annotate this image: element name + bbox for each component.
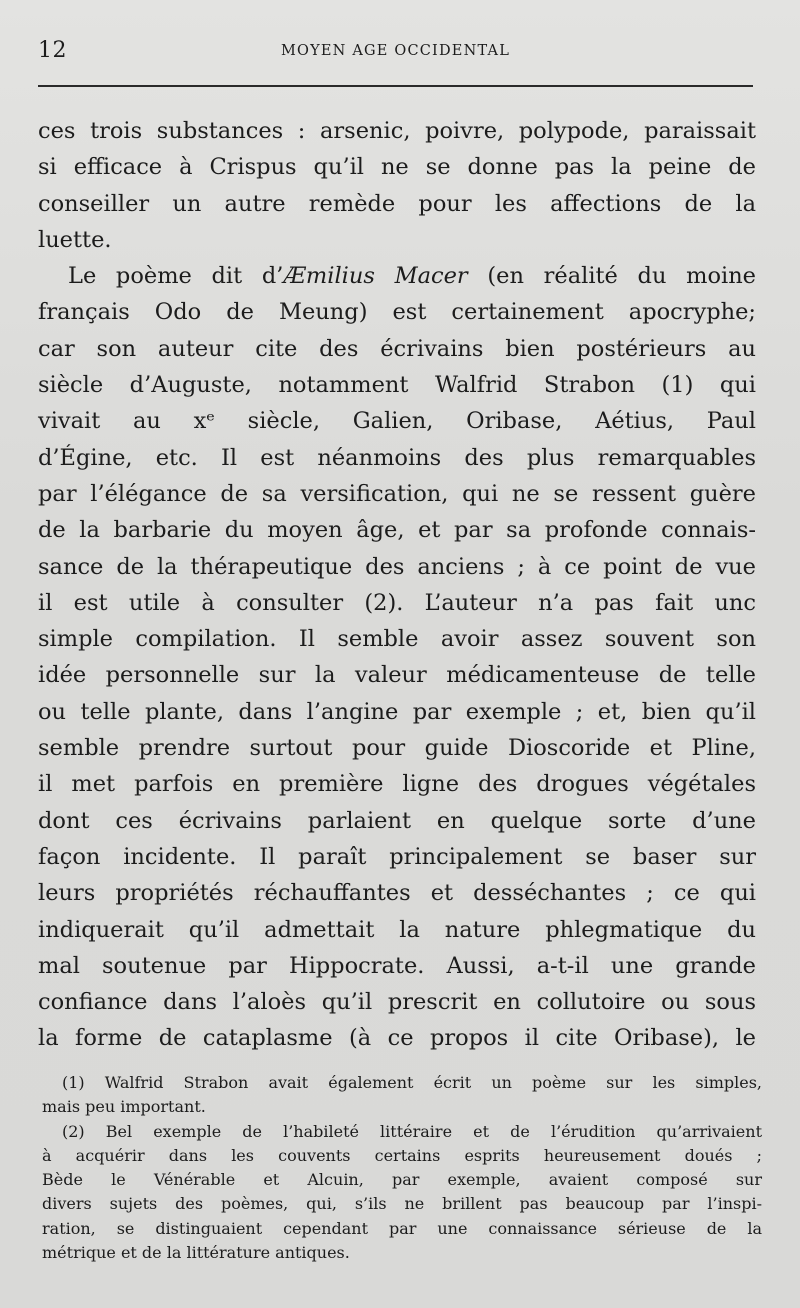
footnotes <box>42 1071 762 1265</box>
text-line <box>38 258 756 294</box>
text-line: siècle d’Auguste, notamment Walfrid Strabon (1) qui <box>38 372 756 399</box>
text-line: semble prendre surtout pour guide Dioscoride et Pline, <box>38 735 756 762</box>
text-line: de la barbarie du moyen âge, et par sa profonde connais- <box>38 517 756 544</box>
footnote-line: (1) Walfrid Strabon avait également écrit un poème sur les simples, <box>62 1073 762 1092</box>
text-line: il est utile à consulter (2). L’auteur n’a pas fait unc <box>38 589 756 616</box>
text-line: la forme de cataplasme (à ce propos il cite Oribase), le <box>38 1025 756 1052</box>
footnote-line: Bède le Vénérable et Alcuin, par exemple, avaient composé sur <box>42 1170 762 1190</box>
text-line: vivait au xᵉ siècle, Galien, Oribase, Aétius, Paul <box>38 408 756 435</box>
text-line: simple compilation. Il semble avoir assez souvent son <box>38 626 756 653</box>
text-line: français Odo de Meung) est certainement apocryphe; <box>38 299 756 326</box>
text-segment: (en réalité du moine <box>467 263 757 290</box>
footnote-line: ration, se distinguaient cependant par une connaissance sérieuse de la <box>42 1218 762 1238</box>
text-line: par l’élégance de sa versification, qui ne se ressent guère <box>38 480 756 507</box>
text-line: conseiller un autre remède pour les affections de la <box>38 190 756 217</box>
text-line: ou telle plante, dans l’angine par exemple ; et, bien qu’il <box>38 698 756 725</box>
text-line: luette. <box>38 226 112 253</box>
main-text <box>38 113 756 1057</box>
running-head: MOYEN AGE OCCIDENTAL <box>280 43 511 59</box>
page-header <box>38 38 753 68</box>
text-line: il met parfois en première ligne des drogues végétales <box>38 771 756 798</box>
text-line: leurs propriétés réchauffantes et desséchantes ; ce qui <box>38 880 756 907</box>
text-line: dont ces écrivains parlaient en quelque sorte d’une <box>38 807 756 834</box>
footnote-line: divers sujets des poèmes, qui, s’ils ne brillent pas beaucoup par l’inspi- <box>42 1194 762 1214</box>
text-line: idée personnelle sur la valeur médicamenteuse de telle <box>38 662 756 689</box>
text-line: façon incidente. Il paraît principalement se baser sur <box>38 843 756 870</box>
text-line: d’Égine, etc. Il est néanmoins des plus remarquables <box>38 444 756 471</box>
text-line: indiquerait qu’il admettait la nature phlegmatique du <box>38 916 756 943</box>
text-segment: Le poème dit d’ <box>68 263 284 290</box>
footnote-line: métrique et de la littérature antiques. <box>42 1243 350 1263</box>
page-number: 12 <box>38 38 67 63</box>
footnote-line: (2) Bel exemple de l’habileté littéraire et de l’érudition qu’arrivaient <box>62 1121 762 1141</box>
text-line: confiance dans l’aloès qu’il prescrit en collutoire ou sous <box>38 989 756 1016</box>
text-line: mal soutenue par Hippocrate. Aussi, a-t-il une grande <box>38 952 756 979</box>
italic-title: Æmilius Macer <box>283 263 468 290</box>
text-line: ces trois substances : arsenic, poivre, polypode, paraissait <box>38 118 756 144</box>
text-line: car son auteur cite des écrivains bien postérieurs au <box>38 335 756 362</box>
text-line: si efficace à Crispus qu’il ne se donne pas la peine de <box>38 154 756 181</box>
footnote-line: mais peu important. <box>42 1097 206 1117</box>
header-rule <box>38 85 753 87</box>
footnote-line: à acquérir dans les couvents certains esprits heureusement doués ; <box>42 1145 762 1165</box>
text-line: sance de la thérapeutique des anciens ; à ce point de vue <box>38 553 756 580</box>
